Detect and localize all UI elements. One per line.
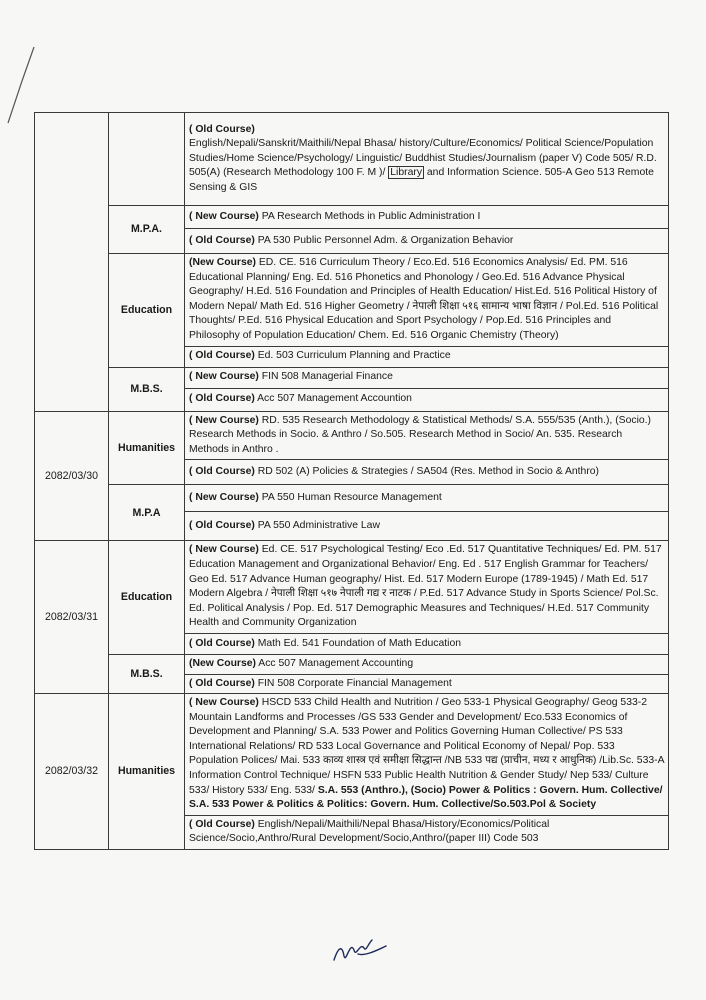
course-cell — [185, 674, 669, 694]
course-cell — [185, 411, 669, 460]
course-text: RD 502 (A) Policies & Strategies / SA504 (Res. Method in Socio & Anthro) — [254, 466, 600, 478]
course-cell — [185, 254, 669, 347]
table-row — [35, 485, 669, 512]
course-cell — [185, 694, 669, 816]
course-cell — [185, 512, 669, 541]
course-label: ( Old Course) — [189, 350, 255, 362]
course-text: PA 530 Public Personnel Adm. & Organization Behavior — [254, 234, 514, 246]
course-label: ( Old Course) — [189, 677, 255, 689]
course-label: (New Course) — [189, 257, 256, 268]
date-cell — [35, 113, 109, 412]
faculty-cell: Humanities — [109, 411, 185, 485]
table-row — [35, 113, 669, 206]
course-cell — [185, 654, 669, 674]
course-label: ( Old Course) — [189, 123, 255, 135]
course-text: FIN 508 Corporate Financial Management — [254, 677, 452, 689]
course-text: PA 550 Administrative Law — [254, 520, 380, 532]
faculty-cell: M.P.A. — [109, 206, 185, 254]
faculty-cell: Education — [109, 254, 185, 368]
course-cell — [185, 346, 669, 367]
faculty-cell: M.B.S. — [109, 367, 185, 411]
table-row — [35, 254, 669, 347]
table-row — [35, 367, 669, 388]
course-cell — [185, 388, 669, 411]
table-row — [35, 541, 669, 634]
course-text: Acc 507 Management Accountion — [254, 393, 412, 405]
date-cell: 2082/03/30 — [35, 411, 109, 541]
faculty-cell: M.B.S. — [109, 654, 185, 693]
course-label: ( Old Course) — [189, 818, 255, 830]
course-label: ( New Course) — [189, 371, 259, 383]
course-label: ( Old Course) — [189, 520, 255, 532]
date-cell: 2082/03/32 — [35, 694, 109, 850]
course-cell — [185, 815, 669, 849]
course-cell — [185, 633, 669, 654]
course-label: ( Old Course) — [189, 637, 255, 649]
faculty-cell: Humanities — [109, 694, 185, 850]
course-text: RD. 535 Research Methodology & Statistical Methods/ S.A. 555/535 (Anth.), (Socio.) Research Methods in Socio. & Anthro / So.505. Research Method in Socio/ An. 535. Research Methods in Anthro . — [189, 414, 652, 455]
course-label: ( New Course) — [189, 414, 259, 426]
course-label: ( New Course) — [189, 544, 259, 556]
course-text: PA Research Methods in Public Administration I — [258, 210, 481, 222]
course-text: ED. CE. 516 Curriculum Theory / Eco.Ed. 516 Economics Analysis/ Ed. PM. 516 Educational Planning/ Eng. Ed. 516 Phonetics and Phonology / Geo.Ed. 516 Advance Physical Geography/ H.Ed. 516 Foundation and Principles of Health Education/ Hist.Ed. 516 Political History of Modern Nepal/ Math Ed. 516 Higher Geometry / नेपाली शिक्षा ५१६ सामान्य भाषा विज्ञान / Pol.Ed. 516 Political Thoughts/ P.Ed. 516 Physical Education and Sport Psychology / Pop.Ed. 516 Principles and Philosophy of Population Education/ Chem. Ed. 516 Organic Chemistry (Theory) — [189, 257, 659, 341]
course-text: FIN 508 Managerial Finance — [258, 371, 393, 383]
faculty-cell: Education — [109, 541, 185, 655]
course-label: ( New Course) — [189, 492, 259, 504]
course-label: ( Old Course) — [189, 393, 255, 405]
boxed-word: Library — [390, 167, 423, 179]
course-label: (New Course) — [189, 657, 256, 669]
table-row — [35, 654, 669, 674]
faculty-cell: M.P.A — [109, 485, 185, 541]
course-text: PA 550 Human Resource Management — [258, 492, 442, 504]
course-text: Ed. CE. 517 Psychological Testing/ Eco .Ed. 517 Quantitative Techniques/ Ed. PM. 517 Education Management and Organizational Behavior/ Eng. Ed . 517 English Grammar for Teachers/ Geo Ed. 517 Advance Human geography/ Hist. Ed. 517 Modern Europe (1789-1945) / Math Ed. 517 Modern Algebra / नेपाली शिक्षा ५१७ नेपाली गद्य र नाटक / P.Ed. 517 Advance Study in Sports Science/ Pol.Sc. Ed. Political Analysis / Pop. Ed. 517 Demographic Measures and Techniques/ H.Ed. 517 Community Health and Community Organization — [189, 544, 662, 629]
course-text-bold: S.A. 553 (Anthro.), (Socio) Power & Politics : Govern. Hum. Collective/ S.A. 533 Power & Politics & Politics: Govern. Hum. Collective/So.503.Pol & Society — [189, 784, 663, 811]
course-text: English/Nepali/Sanskrit/Maithili/Nepal Bhasa/ history/Culture/Economics/ Political Science/Population Studies/Home Science/Psychology/ Linguistic/ Buddhist Studies/Journalism (paper V) Code 505/ R.D. 505(A) (Research Methodology 100 F. M )/ — [189, 138, 657, 179]
faculty-cell — [109, 113, 185, 206]
course-label: ( Old Course) — [189, 234, 255, 246]
course-cell — [185, 113, 669, 206]
date-cell: 2082/03/31 — [35, 541, 109, 694]
course-cell — [185, 485, 669, 512]
course-text: Ed. 503 Curriculum Planning and Practice — [254, 350, 451, 362]
course-text: and Information Science. 505-A Geo 513 Remote Sensing & GIS — [189, 167, 654, 193]
course-label: ( New Course) — [189, 210, 259, 222]
course-cell — [185, 206, 669, 229]
handwritten-signature — [330, 930, 390, 970]
table-row — [35, 206, 669, 229]
course-text: English/Nepali/Maithili/Nepal Bhasa/History/Economics/Political Science/Socio,Anthro/Rural Development/Socio,Anthro/(paper III) Code 503 — [189, 818, 550, 845]
exam-routine-table — [34, 112, 669, 850]
table-row — [35, 411, 669, 460]
course-label: ( Old Course) — [189, 466, 255, 478]
course-text: Math Ed. 541 Foundation of Math Education — [254, 637, 462, 649]
course-text: Acc 507 Management Accounting — [255, 657, 414, 669]
course-text: HSCD 533 Child Health and Nutrition / Geo 533-1 Physical Geography/ Geog 533-2 Mountain Landforms and Processes /GS 533 Gender and Development/ Eco.533 Economics of Development and Planning/ S.A. 533 Power and Politics Governing Human Collective/ PS 533 International Relations/ RD 533 Local Governance and Political Economy of Nepal/ Pop. 533 Population Polices/ Mai. 533 काव्य शास्त्र एवं समीक्षा सिद्धान्त /NB 533 पद्य (प्राचीन, मध्य र आधुनिक) /Lib.Sc. 533-A Information Control Technique/ HSFN 533 Public Health Nutrition & Gender Study/ Nep 533/ Culture 533/ History 533/ Eng. 533/ — [189, 697, 664, 796]
course-cell — [185, 229, 669, 254]
course-cell — [185, 367, 669, 388]
course-label: ( New Course) — [189, 697, 259, 709]
table-row — [35, 694, 669, 816]
course-cell — [185, 541, 669, 634]
course-cell — [185, 460, 669, 485]
